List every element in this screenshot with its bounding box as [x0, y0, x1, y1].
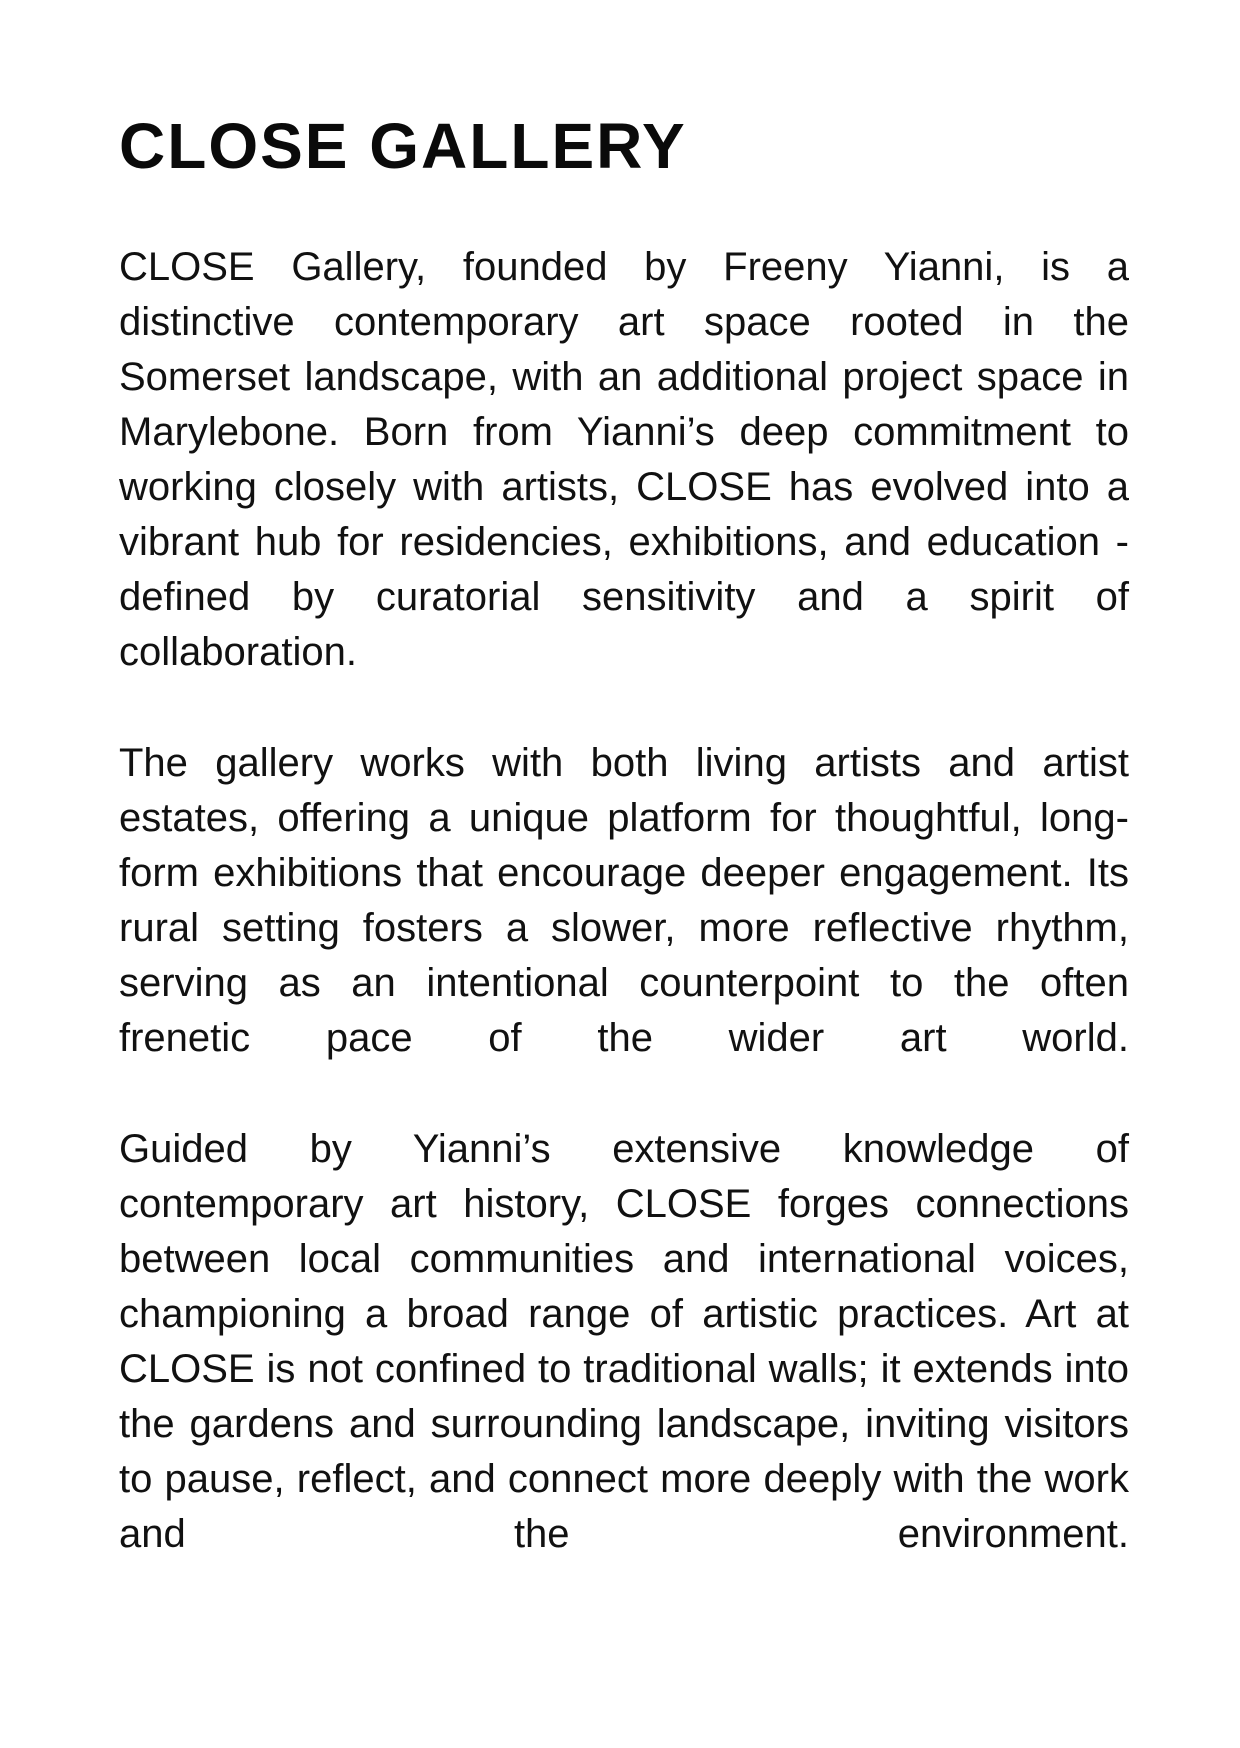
body-paragraph-landscape: Guided by Yianni’s extensive knowledge of contemporary art history, CLOSE forges connections between local communities and international voices, championing a broad range of artistic practices. Art at CLOSE is not confined to traditional walls; it extends into the gardens and surrounding landscape, inviting visitors to pause, reflect, and connect more deeply with the work and the environment.	[119, 1127, 1129, 1556]
body-paragraph-intro: CLOSE Gallery, founded by Freeny Yianni, is a distinctive contemporary art space rooted in the Somerset landscape, with an additional project space in Marylebone. Born from Yianni’s deep commitment to working closely with artists, CLOSE has evolved into a vibrant hub for residencies, exhibitions, and education - defined by curatorial sensitivity and a spirit of collaboration.	[119, 245, 1129, 674]
page-title: CLOSE GALLERY	[119, 110, 687, 182]
document-page	[119, 108, 1129, 1562]
body-paragraph-artists: The gallery works with both living artists and artist estates, offering a unique platform for thoughtful, long-form exhibitions that encourage deeper engagement. Its rural setting fosters a slower, more reflective rhythm, serving as an intentional counterpoint to the often frenetic pace of the wider art world.	[119, 741, 1129, 1060]
